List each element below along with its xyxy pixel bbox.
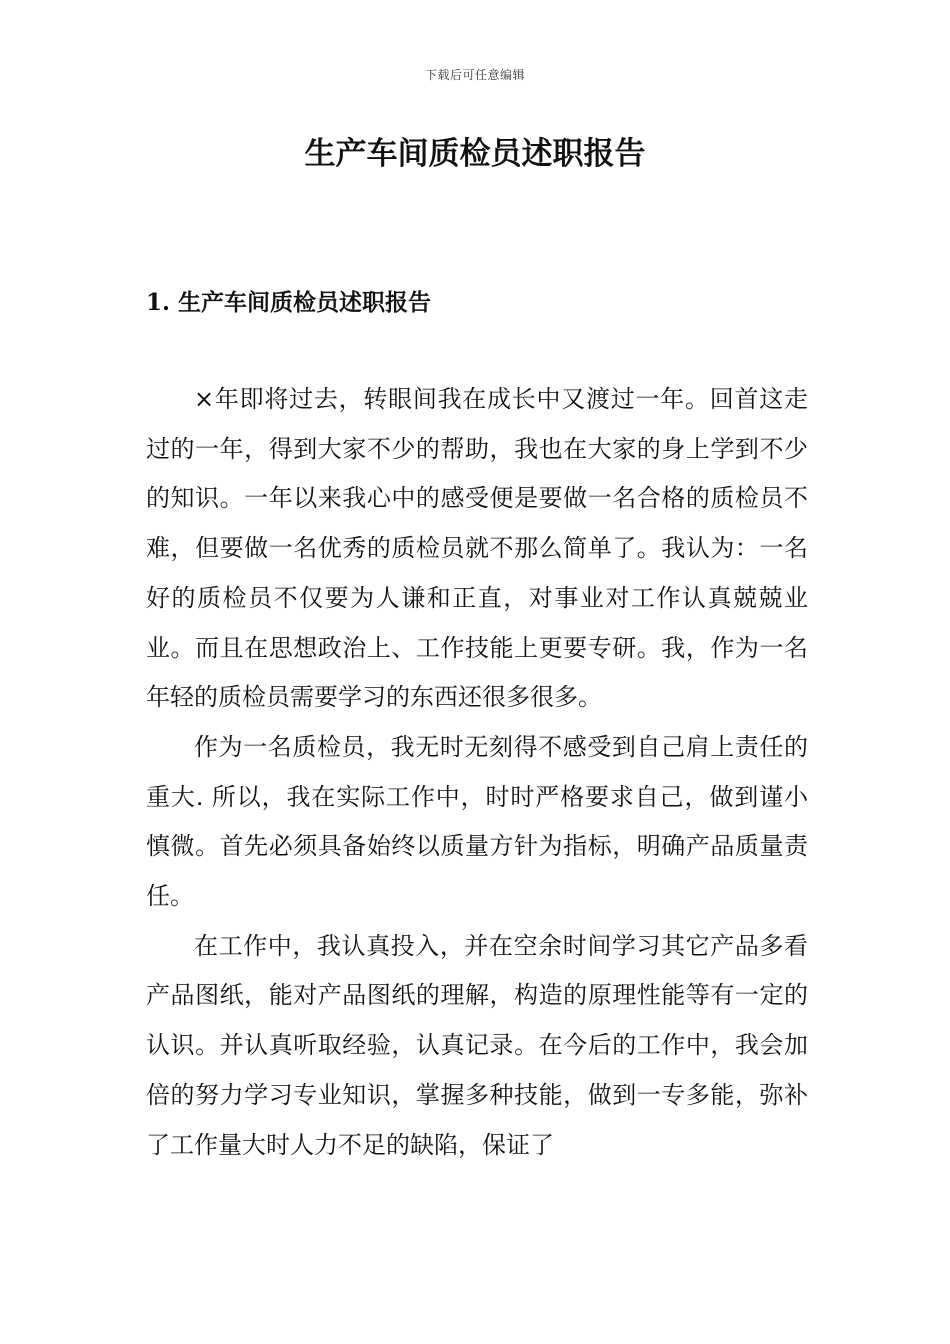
document-title: 生产车间质检员述职报告 <box>304 136 646 172</box>
document-body <box>146 375 808 1170</box>
header-note: 下载后可任意编辑 <box>424 68 525 82</box>
paragraph-1: ×年即将过去，转眼间我在成长中又渡过一年。回首这走过的一年，得到大家不少的帮助，我也在大家的身上学到不少的知识。一年以来我心中的感受便是要做一名合格的质检员不难，但要做一名优秀的质检员就不那么简单了。我认为：一名好的质检员不仅要为人谦和正直，对事业对工作认真兢兢业业。而且在思想政治上、工作技能上更要专研。我，作为一名年轻的质检员需要学习的东西还很多很多。 <box>146 385 808 712</box>
section-heading: 1. 生产车间质检员述职报告 <box>146 289 432 316</box>
paragraph-2: 作为一名质检员，我无时无刻得不感受到自己肩上责任的重大. 所以，我在实际工作中，时时严格要求自己，做到谨小慎微。首先必须具备始终以质量方针为指标，明确产品质量责任。 <box>146 732 808 911</box>
paragraph-3: 在工作中，我认真投入，并在空余时间学习其它产品多看产品图纸，能对产品图纸的理解，构造的原理性能等有一定的认识。并认真听取经验，认真记录。在今后的工作中，我会加倍的努力学习专业知识，掌握多种技能，做到一专多能，弥补了工作量大时人力不足的缺陷，保证了 <box>146 931 808 1159</box>
